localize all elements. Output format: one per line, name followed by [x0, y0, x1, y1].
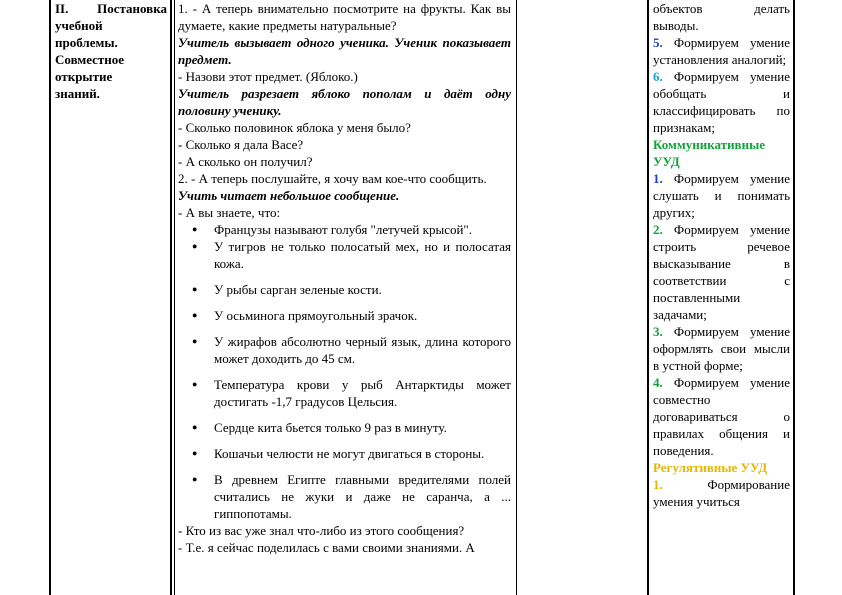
item-number: 4.	[653, 375, 663, 390]
fact-text: У тигров не только полосатый мех, но и полосатая кожа.	[214, 239, 511, 271]
fact-item	[178, 221, 511, 238]
fact-item	[178, 238, 511, 272]
stage-title-line: учебной	[55, 18, 103, 33]
uud-item	[653, 221, 790, 323]
table-border-col4	[647, 0, 649, 595]
content-cell	[178, 0, 511, 556]
bullet-icon: ●	[192, 379, 198, 389]
uud-text: выводы.	[653, 18, 699, 33]
stage-cell	[55, 0, 167, 102]
question: - Назови этот предмет. (Яблоко.)	[178, 69, 358, 84]
item-number: 3.	[653, 324, 663, 339]
table-border-left	[49, 0, 51, 595]
stage-title-row	[55, 0, 167, 17]
fact-item	[178, 376, 511, 410]
bullet-icon: ●	[192, 422, 198, 432]
stage-title-line: проблемы.	[55, 35, 118, 50]
item-text: Формируем умение оформлять свои мысли в устной форме;	[653, 324, 791, 373]
item-number: 2.	[653, 222, 663, 237]
fact-item	[178, 419, 511, 436]
item-number: 1.	[653, 171, 663, 186]
fact-text: В древнем Египте главными вредителями полей считались не жуки и даже не саранча, а ... гиппопотамы.	[214, 472, 511, 521]
fact-item	[178, 445, 511, 462]
fact-text: У рыбы сарган зеленые кости.	[214, 282, 382, 297]
intro-text: 1. - А теперь внимательно посмотрите на фрукты. Как вы думаете, какие предметы натуральные?	[178, 1, 511, 33]
uud-item	[653, 476, 790, 510]
stage-number: II.	[55, 1, 69, 16]
fact-item	[178, 471, 511, 522]
fact-item	[178, 333, 511, 367]
stage-title-first: Постановка	[97, 1, 167, 16]
bullet-icon: ●	[192, 448, 198, 458]
stage-title-line: открытие	[55, 69, 113, 84]
stage-title-line: знаний.	[55, 86, 100, 101]
item-text: Формирование умения учиться	[653, 477, 790, 509]
fact-text: Температура крови у рыб Антарктиды может достигать -1,7 градусов Цельсия.	[214, 377, 511, 409]
part-two-text: 2. - А теперь послушайте, я хочу вам кое-что сообщить.	[178, 171, 487, 186]
fact-item	[178, 307, 511, 324]
table-border-col3	[516, 0, 517, 595]
table-border-col2-inner	[174, 0, 175, 595]
question: - Сколько половинок яблока у меня было?	[178, 120, 411, 135]
fact-text: У жирафов абсолютно черный язык, длина которого может доходить до 45 см.	[214, 334, 511, 366]
item-text: Формируем умение строить речевое высказывание в соответствии с поставленными задачами;	[653, 222, 791, 322]
item-text: Формируем умение совместно договариваться о правилах общения и поведения.	[653, 375, 791, 458]
bullet-icon: ●	[192, 310, 198, 320]
regulatory-uud-title: Регулятивные УУД	[653, 460, 768, 475]
table-border-right	[793, 0, 795, 595]
uud-cell	[653, 0, 790, 510]
question: - Т.е. я сейчас поделилась с вами своими знаниями. А	[178, 540, 475, 555]
bullet-icon: ●	[192, 284, 198, 294]
uud-item	[653, 374, 790, 459]
bullet-icon: ●	[192, 241, 198, 251]
fact-text: Сердце кита бьется только 9 раз в минуту.	[214, 420, 447, 435]
item-text: Формируем умение слушать и понимать других;	[653, 171, 791, 220]
table-border-col1	[170, 0, 172, 595]
fact-item	[178, 281, 511, 298]
uud-text: объектов делать	[653, 1, 790, 16]
item-text: Формируем умение установления аналогий;	[653, 35, 791, 67]
uud-item	[653, 170, 790, 221]
fact-text: Кошачьи челюсти не могут двигаться в стороны.	[214, 446, 485, 461]
uud-item	[653, 68, 790, 136]
communicative-uud-title: Коммуникативные УУД	[653, 137, 765, 169]
bullet-icon: ●	[192, 224, 198, 234]
bullet-icon: ●	[192, 474, 198, 484]
question: - А сколько он получил?	[178, 154, 313, 169]
bullet-icon: ●	[192, 336, 198, 346]
item-number: 5.	[653, 35, 663, 50]
teacher-note: Учить читает небольшое сообщение.	[178, 188, 400, 203]
teacher-note: Учитель вызывает одного ученика. Ученик показывает предмет.	[178, 35, 511, 67]
item-number: 6.	[653, 69, 663, 84]
fact-text: Французы называют голубя "летучей крысой".	[214, 222, 472, 237]
question: - Сколько я дала Васе?	[178, 137, 304, 152]
question: - Кто из вас уже знал что-либо из этого сообщения?	[178, 523, 465, 538]
item-number: 1.	[653, 477, 663, 492]
fact-text: У осьминога прямоугольный зрачок.	[214, 308, 418, 323]
item-text: Формируем умение обобщать и классифицировать по признакам;	[653, 69, 791, 135]
question: - А вы знаете, что:	[178, 205, 281, 220]
teacher-note: Учитель разрезает яблоко пополам и даёт одну половину ученику.	[178, 86, 511, 118]
stage-title-line: Совместное	[55, 52, 125, 67]
uud-item	[653, 34, 790, 68]
uud-item	[653, 323, 790, 374]
